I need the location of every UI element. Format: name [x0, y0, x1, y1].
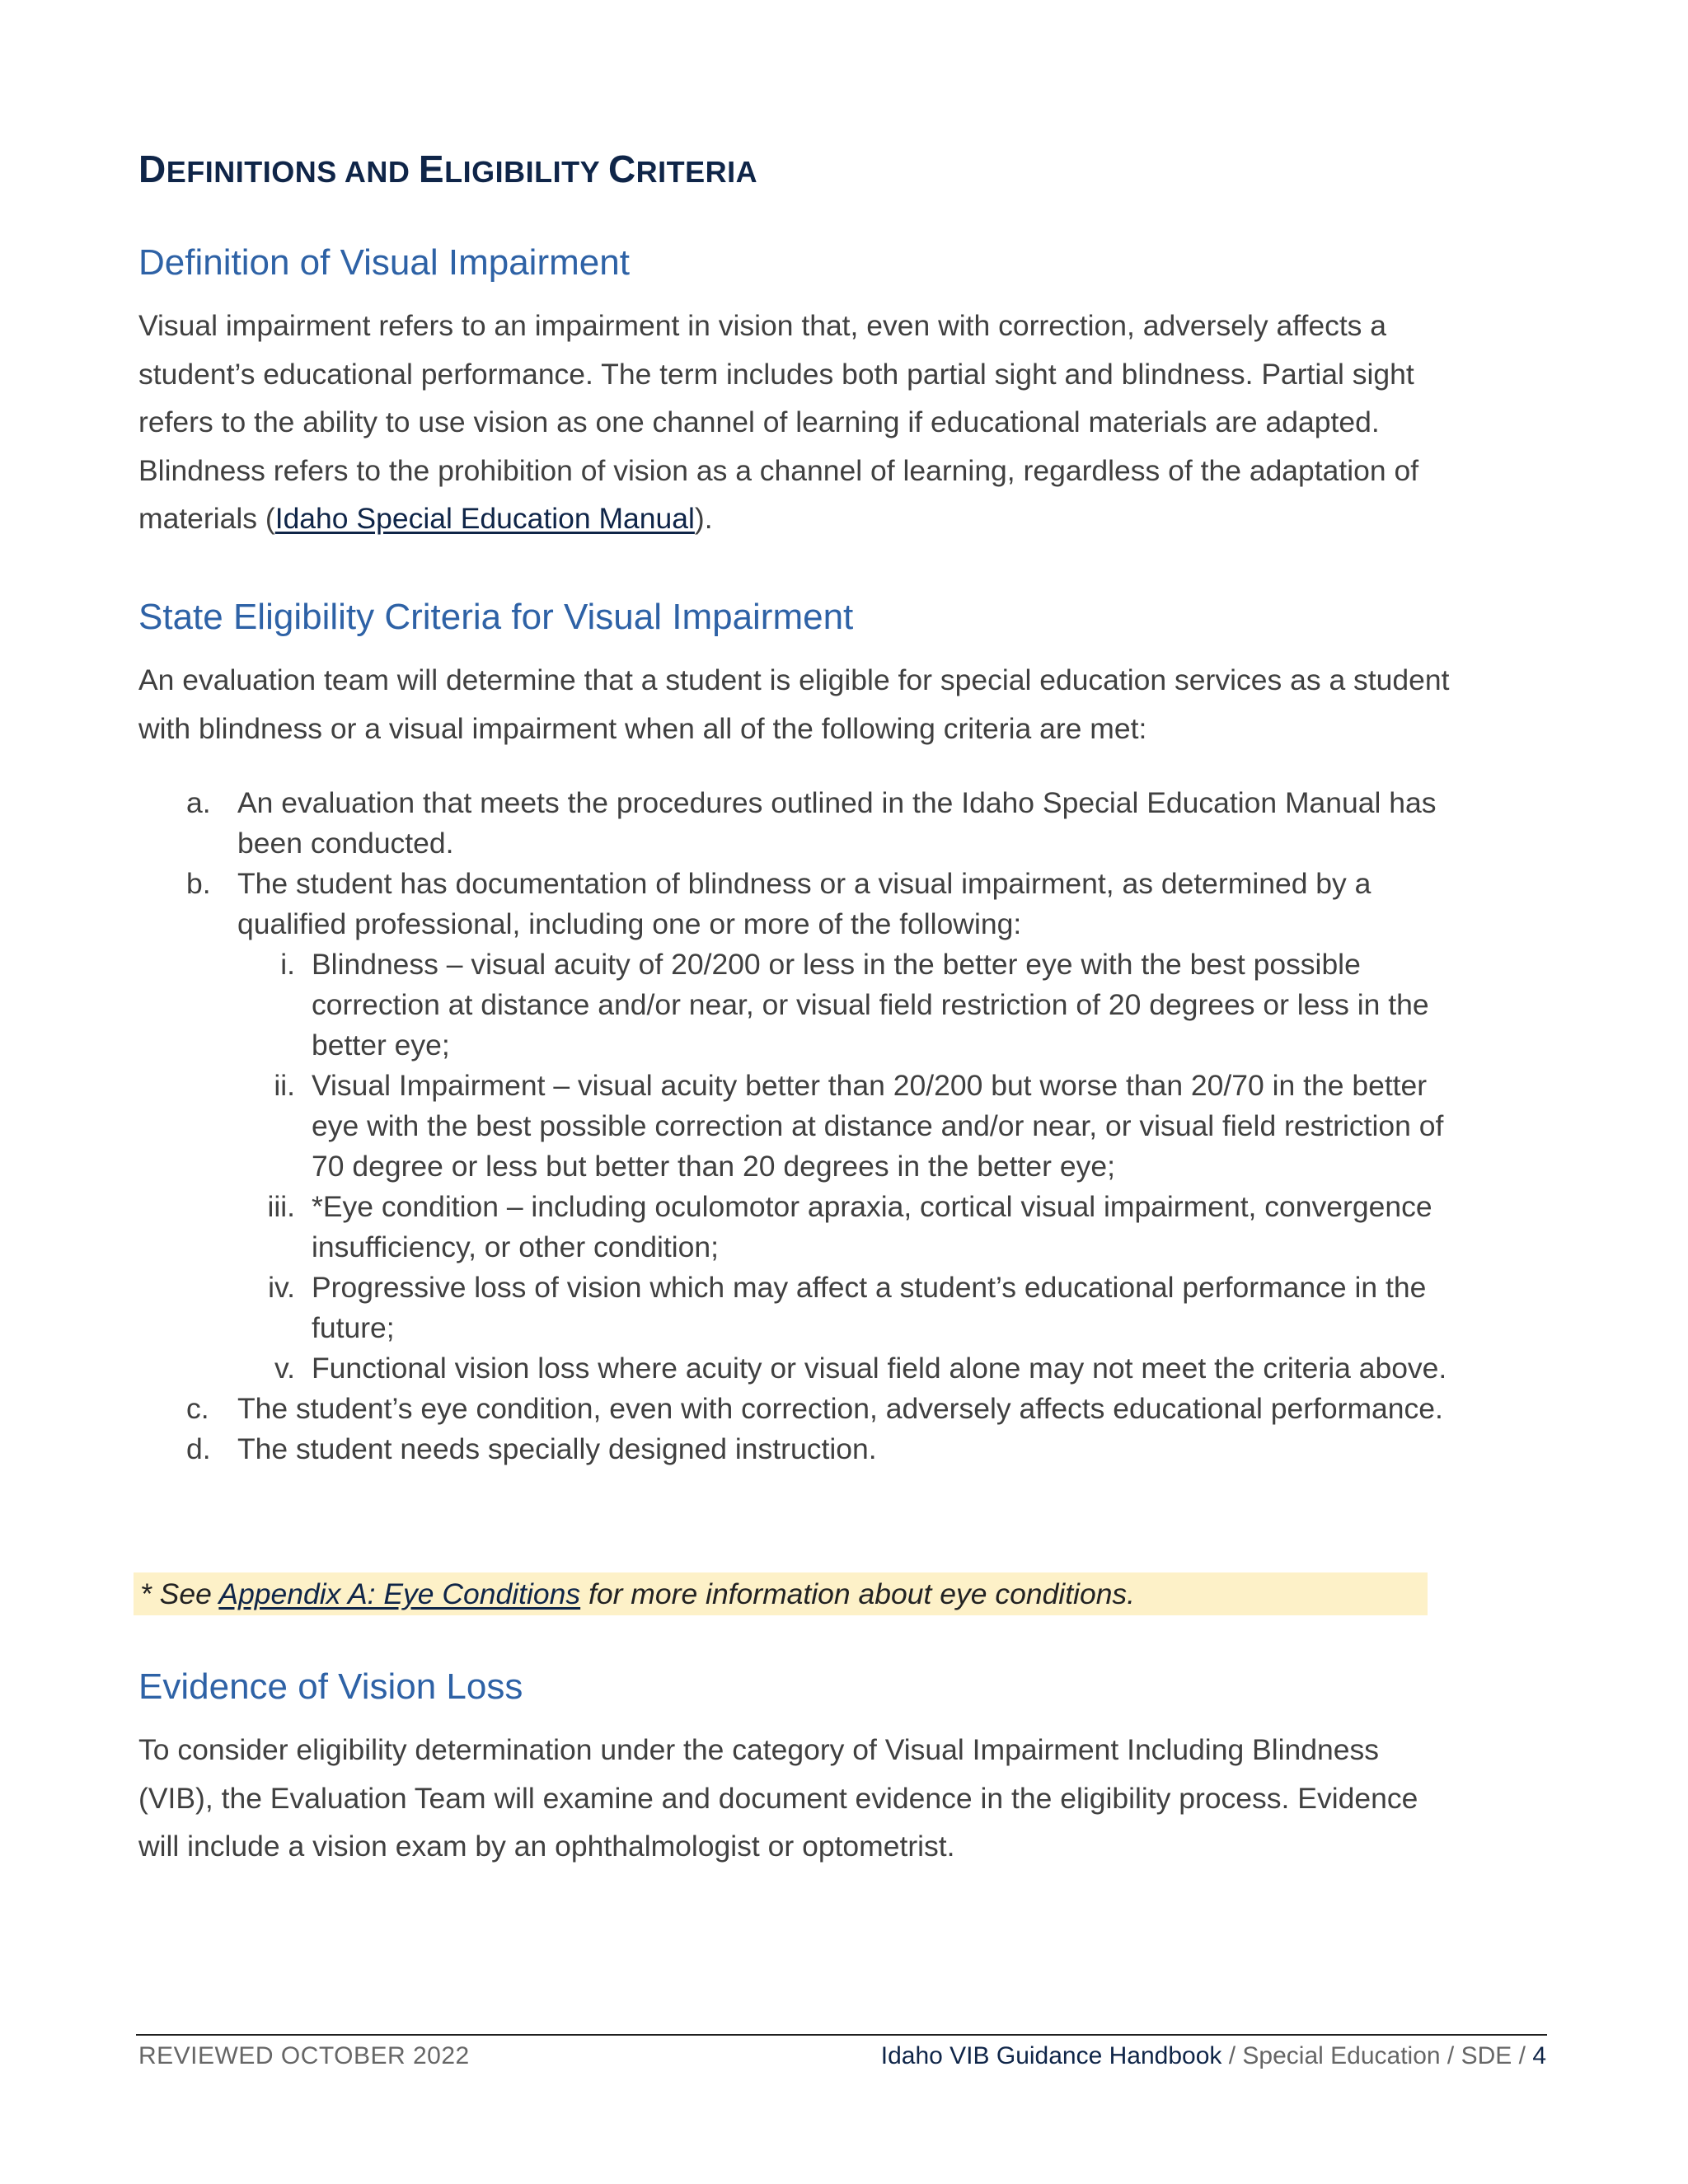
criteria-list	[138, 783, 1457, 1469]
footer-reviewed-date: REVIEWED OCTOBER 2022	[138, 2042, 470, 2069]
eye-conditions-note: * See Appendix A: Eye Conditions for more information about eye conditions.	[134, 1572, 1428, 1615]
criteria-item: c. The student’s eye condition, even with correction, adversely affects educational performance.	[186, 1392, 1443, 1425]
section-title: DEFINITIONS AND ELIGIBILITY CRITERIA	[138, 148, 758, 190]
criteria-item: d. The student needs specially designed instruction.	[186, 1432, 877, 1465]
criteria-item: b. The student has documentation of blindness or a visual impairment, as determined by a qualified professional, including one or more of the following:	[186, 867, 1372, 940]
criteria-subitem: iv. Progressive loss of vision which may affect a student’s educational performance in the future;	[268, 1271, 1427, 1344]
eligibility-intro: An evaluation team will determine that a student is eligible for special education services as a student with blindness or a visual impairment when all of the following criteria are met:	[138, 663, 1450, 745]
footer-handbook-title: Idaho VIB Guidance Handbook	[880, 2042, 1222, 2069]
criteria-subitem: i. Blindness – visual acuity of 20/200 or less in the better eye with the best possible correction at distance and/or near, or visual field restriction of 20 degrees or less in the better eye;	[280, 948, 1429, 1062]
criteria-subitem: ii. Visual Impairment – visual acuity better than 20/200 but worse than 20/70 in the better eye with the best possible correction at distance and/or near, or visual field restriction of 70 degree or less but better than 20 degrees in the better eye;	[274, 1069, 1444, 1183]
appendix-a-link[interactable]: Appendix A: Eye Conditions	[218, 1577, 581, 1610]
criteria-item: a. An evaluation that meets the procedures outlined in the Idaho Special Education Manual has been conducted.	[186, 786, 1437, 860]
page-number: 4	[1532, 2042, 1546, 2069]
footer-divider	[136, 2034, 1547, 2036]
criteria-subitem: iii. *Eye condition – including oculomotor apraxia, cortical visual impairment, convergence insufficiency, or other condition;	[267, 1190, 1432, 1263]
criteria-subitem: v. Functional vision loss where acuity or visual field alone may not meet the criteria above.	[274, 1352, 1447, 1385]
definition-paragraph: Visual impairment refers to an impairment in vision that, even with correction, adversely affects a student’s educational performance. The term includes both partial sight and blindness. Partial sight refers to the ability to use vision as one channel of learning if educational materials are adapted. Blindness refers to the prohibition of vision as a channel of learning, regardless of the adaptation of materials (Idaho Special Education Manual).	[138, 309, 1419, 535]
evidence-paragraph: To consider eligibility determination under the category of Visual Impairment Including Blindness (VIB), the Evaluation Team will examine and document evidence in the eligibility process. Evidence will include a vision exam by an ophthalmologist or optometrist.	[138, 1733, 1418, 1863]
footer-document-info: Idaho VIB Guidance Handbook / Special Education / SDE / 4	[880, 2042, 1546, 2069]
evidence-heading: Evidence of Vision Loss	[138, 1666, 523, 1707]
idaho-special-education-manual-link[interactable]: Idaho Special Education Manual	[274, 502, 695, 535]
definition-heading: Definition of Visual Impairment	[138, 242, 630, 283]
eligibility-heading: State Eligibility Criteria for Visual Impairment	[138, 597, 854, 637]
